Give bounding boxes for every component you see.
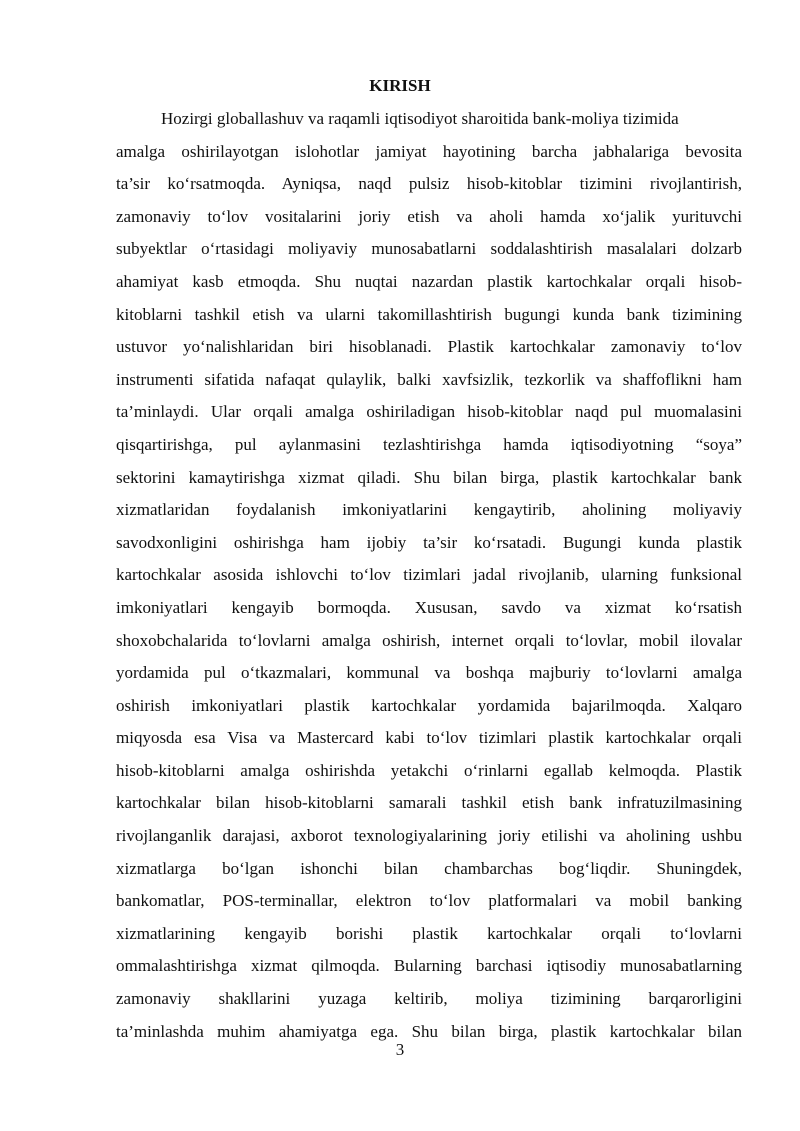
- paragraph-line: Hozirgi globallashuv va raqamli iqtisodiyot sharoitida bank-moliya tizimida: [161, 109, 679, 128]
- paragraph-line: zamonaviy shakllarini yuzaga keltirib, moliya tizimining barqarorligini: [116, 989, 742, 1009]
- paragraph-line: ta’minlashda muhim ahamiyatga ega. Shu bilan birga, plastik kartochkalar bilan: [116, 1021, 742, 1041]
- paragraph-line: subyektlar o‘rtasidagi moliyaviy munosabatlarni soddalashtirish masalalari dolzarb: [116, 239, 742, 259]
- paragraph-line: zamonaviy to‘lov vositalarini joriy etish va aholi hamda xo‘jalik yurituvchi: [116, 206, 742, 226]
- paragraph-line: ta’minlaydi. Ular orqali amalga oshiriladigan hisob-kitoblar naqd pul muomalasini: [116, 402, 742, 422]
- paragraph-line: xizmatlarining kengayib borishi plastik kartochkalar orqali to‘lovlarni: [116, 923, 742, 943]
- paragraph-line: instrumenti sifatida nafaqat qulaylik, balki xavfsizlik, tezkorlik va shaffoflikni ham: [116, 369, 742, 389]
- paragraph: [116, 103, 742, 1048]
- paragraph-line: imkoniyatlari kengayib bormoqda. Xususan, savdo va xizmat ko‘rsatish: [116, 597, 742, 617]
- paragraph-line: amalga oshirilayotgan islohotlar jamiyat hayotining barcha jabhalariga bevosita: [116, 141, 742, 161]
- paragraph-line: shoxobchalarida to‘lovlarni amalga oshirish, internet orqali to‘lovlar, mobil ilovalar: [116, 630, 742, 650]
- paragraph-line: kartochkalar asosida ishlovchi to‘lov tizimlari jadal rivojlanib, ularning funksional: [116, 565, 742, 585]
- paragraph-line: kartochkalar bilan hisob-kitoblarni samarali tashkil etish bank infratuzilmasining: [116, 793, 742, 813]
- paragraph-line: ustuvor yo‘nalishlaridan biri hisoblanadi. Plastik kartochkalar zamonaviy to‘lov: [116, 337, 742, 357]
- paragraph-line: hisob-kitoblarni amalga oshirishda yetakchi o‘rinlarni egallab kelmoqda. Plastik: [116, 760, 742, 780]
- paragraph-line: xizmatlaridan foydalanish imkoniyatlarini kengaytirib, aholining moliyaviy: [116, 500, 742, 520]
- paragraph-line: yordamida pul o‘tkazmalari, kommunal va boshqa majburiy to‘lovlarni amalga: [116, 663, 742, 683]
- paragraph-line: oshirish imkoniyatlari plastik kartochkalar yordamida bajarilmoqda. Xalqaro: [116, 695, 742, 715]
- page-number: 3: [395, 1040, 405, 1059]
- paragraph-line: ommalashtirishga xizmat qilmoqda. Bularning barchasi iqtisodiy munosabatlarning: [116, 956, 742, 976]
- paragraph-line: rivojlanganlik darajasi, axborot texnologiyalarining joriy etilishi va aholining ushbu: [116, 826, 742, 846]
- section-heading: KIRISH: [369, 76, 431, 95]
- paragraph-line: qisqartirishga, pul aylanmasini tezlashtirishga hamda iqtisodiyotning “soya”: [116, 434, 742, 454]
- paragraph-line: bankomatlar, POS-terminallar, elektron to‘lov platformalari va mobil banking: [116, 891, 742, 911]
- paragraph-line: kitoblarni tashkil etish va ularni takomillashtirish bugungi kunda bank tizimining: [116, 304, 742, 324]
- paragraph-line: savodxonligini oshirishga ham ijobiy ta’sir ko‘rsatadi. Bugungi kunda plastik: [116, 532, 742, 552]
- paragraph-line: ta’sir ko‘rsatmoqda. Ayniqsa, naqd pulsiz hisob-kitoblar tizimini rivojlantirish,: [116, 174, 742, 194]
- paragraph-line: ahamiyat kasb etmoqda. Shu nuqtai nazardan plastik kartochkalar orqali hisob-: [116, 271, 742, 291]
- paragraph-line: xizmatlarga bo‘lgan ishonchi bilan chambarchas bog‘liqdir. Shuningdek,: [116, 858, 742, 878]
- paragraph-line: miqyosda esa Visa va Mastercard kabi to‘lov tizimlari plastik kartochkalar orqali: [116, 728, 742, 748]
- paragraph-line: sektorini kamaytirishga xizmat qiladi. Shu bilan birga, plastik kartochkalar bank: [116, 467, 742, 487]
